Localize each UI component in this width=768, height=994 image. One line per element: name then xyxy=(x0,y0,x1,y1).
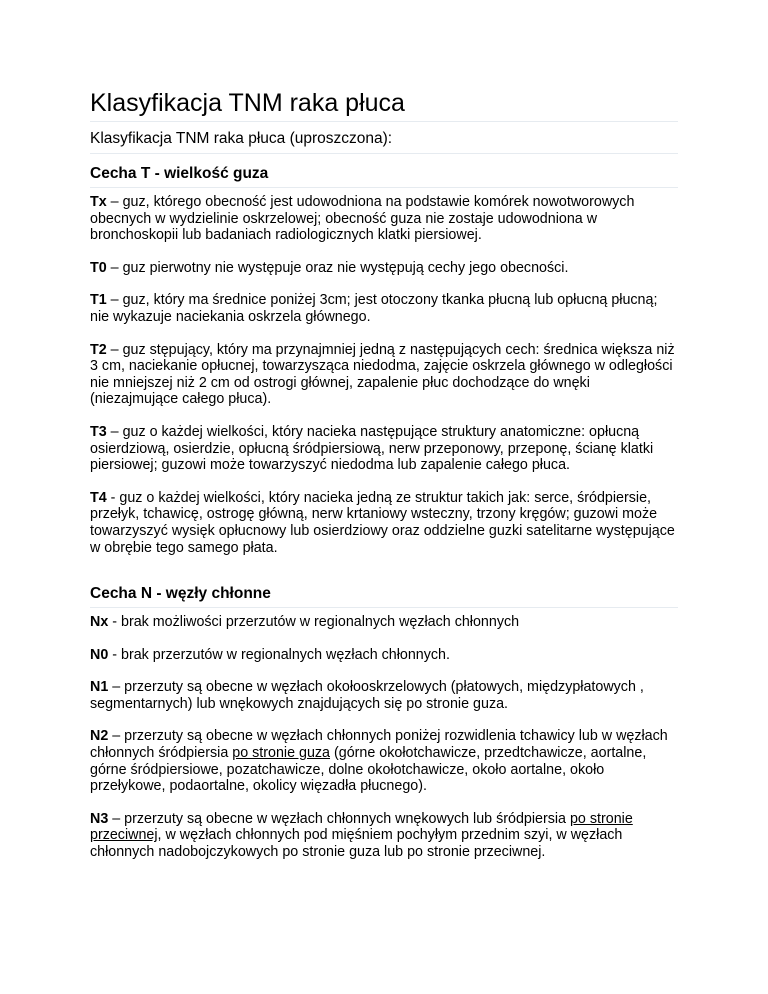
term-label: T4 xyxy=(90,489,107,506)
page-title: Klasyfikacja TNM raka płuca xyxy=(90,88,678,122)
term-label: T2 xyxy=(90,341,107,358)
definition-text: - brak przerzutów w regionalnych węzłach chłonnych. xyxy=(108,646,450,663)
underlined-link[interactable]: po stronie przeciwnej xyxy=(90,810,633,844)
definition-n2 xyxy=(90,728,678,794)
term-label: N0 xyxy=(90,646,109,663)
term-label: N3 xyxy=(90,810,109,827)
definition-t1 xyxy=(90,292,678,325)
definition-text: – przerzuty są obecne w węzłach chłonnych poniżej rozwidlenia tchawicy lub w węzłach chłonnych śródpiersia xyxy=(90,728,668,762)
underlined-link[interactable]: po stronie guza xyxy=(232,745,331,762)
definition-text: – guz o każdej wielkości, który nacieka następujące struktury anatomiczne: opłucną osierdziową, osierdzie, opłucną śródpiersiową, nerw przeponowy, przeponę, ścianę klatki piersiowej; guzowi może towarzyszyć niedodma lub zapalenie całego płuca. xyxy=(90,423,654,474)
definition-nx xyxy=(90,614,678,631)
term-label: Tx xyxy=(90,194,107,210)
definition-text: (górne okołotchawicze, przedtchawicze, aortalne, górne śródpiersiowe, pozatchawicze, dolne okołotchawicze, około aortalne, około przełykowe, podaortalne, okolicy więzadła płucnego). xyxy=(90,745,647,795)
definition-n3 xyxy=(90,811,678,861)
definition-text: – guz, którego obecność jest udowodniona na podstawie komórek nowotworowych obecnych w wydzielinie oskrzelowej; obecność guza nie zostaje udowodniona w bronchoskopii lub badaniach radiologicznych klatki piersiowej. xyxy=(90,194,635,244)
definition-n0 xyxy=(90,647,678,664)
term-label: N1 xyxy=(90,679,109,696)
definition-text: , w węzłach chłonnych pod mięśniem pochyłym przednim szyi, w węzłach chłonnych nadobojczykowych po stronie guza lub po stronie przeciwnej. xyxy=(90,827,623,861)
term-label: T0 xyxy=(90,259,107,276)
definition-t3 xyxy=(90,424,678,474)
definition-text: – guz stępujący, który ma przynajmniej jedną z następujących cech: średnica większa niż 3 cm, naciekanie opłucnej, towarzysząca niedodma, zajęcie oskrzela głównego w odległości nie mniejszej niż 2 cm od ostrogi głównej, zapalenie płuc dochodzące do wnęki (niezajmujące całego płuca). xyxy=(90,341,675,408)
definition-text: – przerzuty są obecne w węzłach chłonnych wnękowych lub śródpiersia xyxy=(108,810,570,827)
section-heading-n: Cecha N - węzły chłonne xyxy=(90,584,678,608)
definition-text: – guz pierwotny nie występuje oraz nie występują cechy jego obecności. xyxy=(106,259,569,276)
definition-text: – guz, który ma średnice poniżej 3cm; jest otoczony tkanka płucną lub opłucną płucną; nie wykazuje naciekania oskrzela głównego. xyxy=(90,292,658,325)
term-label: N2 xyxy=(90,728,109,745)
definition-tx xyxy=(90,194,678,244)
document-page xyxy=(90,88,678,861)
definition-text: - guz o każdej wielkości, który nacieka jedną ze struktur takich jak: serce, śródpiersie, przełyk, tchawicę, ostrogę główną, nerw krtaniowy wsteczny, trzony kręgów; guzowi może towarzyszyć wysięk opłucnowy lub osierdziowy oraz oddzielne guzki satelitarne występujące w obrębie tego samego płata. xyxy=(90,489,675,556)
section-heading-t: Cecha T - wielkość guza xyxy=(90,164,678,188)
definition-t0 xyxy=(90,260,678,277)
definition-t2 xyxy=(90,342,678,408)
definition-t4 xyxy=(90,490,678,556)
term-label: T1 xyxy=(90,292,107,309)
document-subtitle: Klasyfikacja TNM raka płuca (uproszczona): xyxy=(90,129,678,154)
definition-n1 xyxy=(90,679,678,712)
definition-text: - brak możliwości przerzutów w regionalnych węzłach chłonnych xyxy=(108,614,520,631)
term-label: Nx xyxy=(90,614,109,631)
definition-text: – przerzuty są obecne w węzłach okołooskrzelowych (płatowych, międzypłatowych , segmentarnych) lub wnękowych znajdujących się po stronie guza. xyxy=(90,679,644,712)
term-label: T3 xyxy=(90,423,107,440)
